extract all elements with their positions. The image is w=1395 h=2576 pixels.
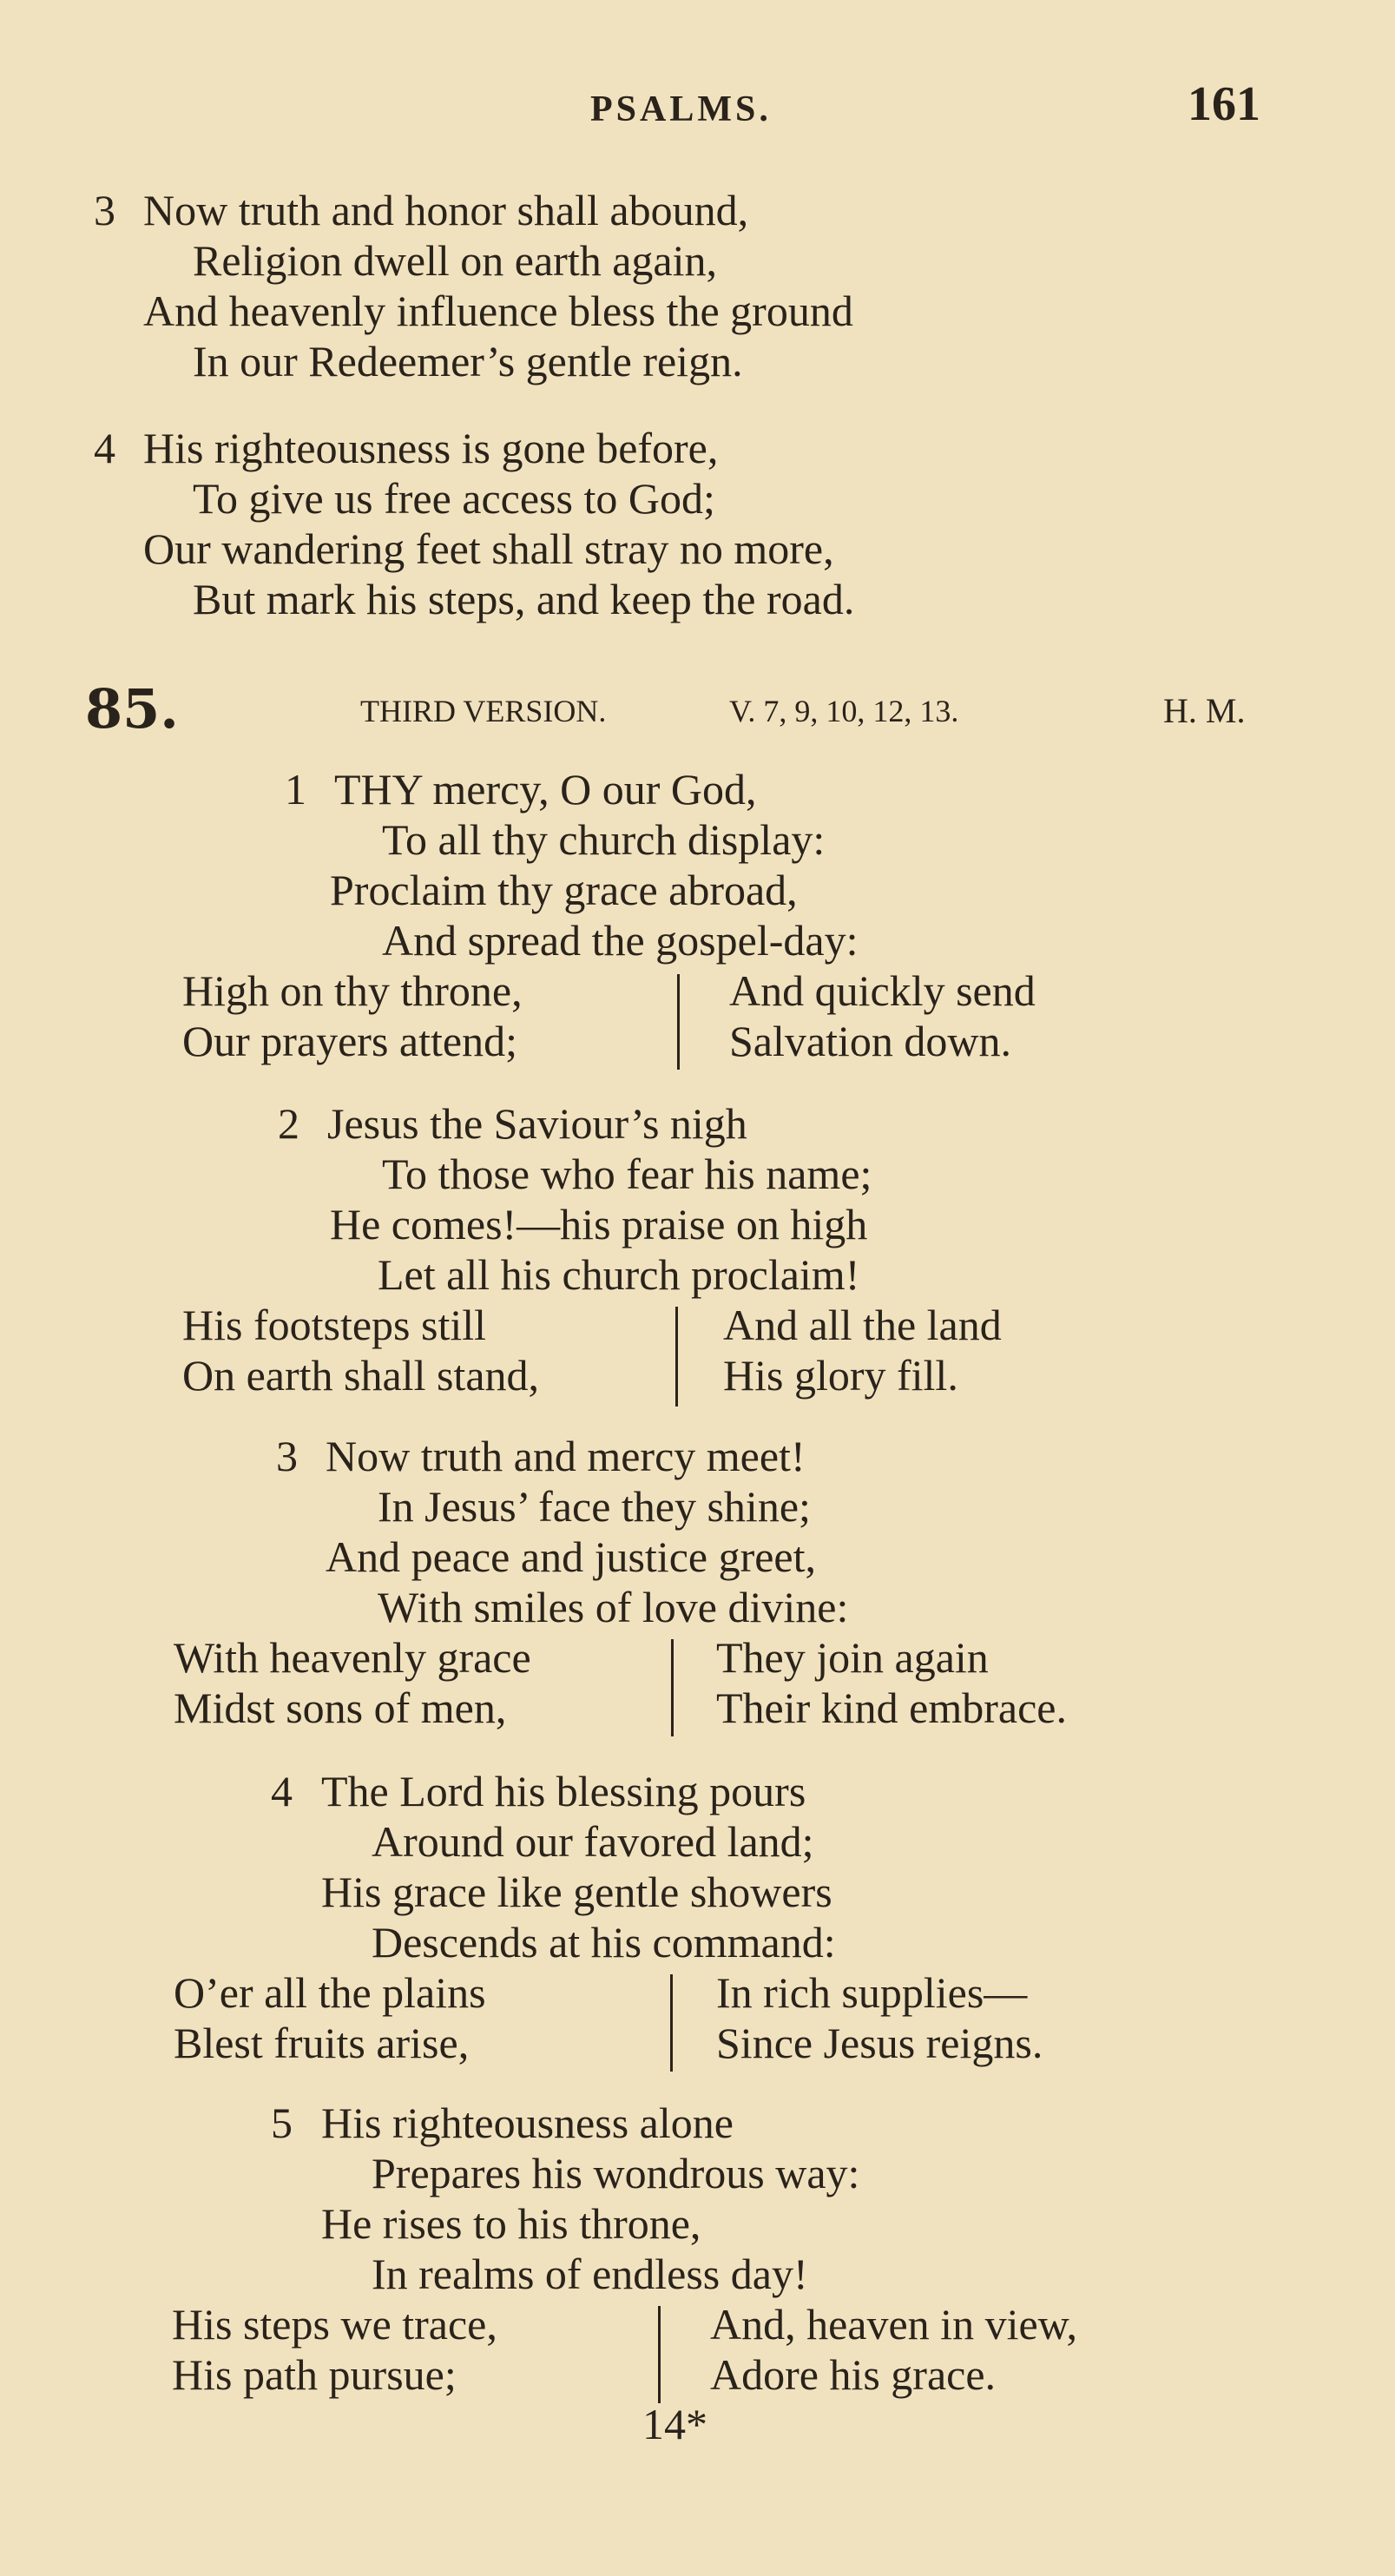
verse-line: Jesus the Saviour’s nigh: [327, 1099, 747, 1148]
chorus-left-line: Blest fruits arise,: [174, 2019, 470, 2067]
stanza-number: 5: [271, 2098, 293, 2147]
verse-line: Let all his church proclaim!: [378, 1250, 860, 1299]
stanza-number: 4: [271, 1767, 293, 1815]
chorus-left-line: Our prayers attend;: [182, 1017, 517, 1065]
stanza-number: 4: [94, 424, 115, 472]
verse-line: His grace like gentle showers: [321, 1868, 832, 1916]
verse-line: And heavenly influence bless the ground: [143, 287, 853, 335]
chorus-right-line: Since Jesus reigns.: [716, 2019, 1043, 2067]
column-divider: [658, 2306, 661, 2403]
verse-line: And peace and justice greet,: [326, 1532, 817, 1581]
psalm-number: 85.: [85, 677, 179, 741]
chorus-right-line: His glory fill.: [723, 1351, 958, 1400]
verse-line: Now truth and mercy meet!: [326, 1432, 806, 1480]
verse-line: Prepares his wondrous way:: [372, 2149, 860, 2197]
verse-line: Proclaim thy grace abroad,: [330, 866, 798, 914]
stanza-number: 3: [276, 1432, 298, 1480]
chorus-left-line: Midst sons of men,: [174, 1683, 507, 1732]
verse-line: But mark his steps, and keep the road.: [193, 575, 855, 623]
verse-line: His righteousness alone: [321, 2098, 734, 2147]
chorus-right-line: And all the land: [723, 1301, 1002, 1349]
verse-line: Religion dwell on earth again,: [193, 236, 718, 285]
verse-line: Our wandering feet shall stray no more,: [143, 524, 834, 573]
verse-line: To those who fear his name;: [382, 1150, 872, 1198]
verse-line: Descends at his command:: [372, 1918, 836, 1967]
chorus-right-line: Their kind embrace.: [716, 1683, 1067, 1732]
chorus-left-line: On earth shall stand,: [182, 1351, 540, 1400]
column-divider: [670, 1974, 673, 2072]
stanza-number: 2: [278, 1099, 299, 1148]
verse-line: He rises to his throne,: [321, 2199, 701, 2248]
chorus-right-line: They join again: [716, 1633, 989, 1682]
chorus-left-line: His path pursue;: [172, 2350, 457, 2399]
verse-line: To all thy church display:: [382, 815, 826, 864]
chorus-left-line: With heavenly grace: [174, 1633, 531, 1682]
verse-line: To give us free access to God;: [193, 474, 715, 523]
column-divider: [671, 1639, 674, 1736]
signature-mark: 14*: [642, 2400, 707, 2448]
verse-line: His righteousness is gone before,: [143, 424, 719, 472]
chorus-left-line: High on thy throne,: [182, 966, 523, 1015]
version-title: THIRD VERSION.: [360, 694, 607, 728]
column-divider: [675, 1307, 678, 1407]
stanza-number: 1: [285, 765, 306, 814]
chorus-right-line: Salvation down.: [729, 1017, 1011, 1065]
verse-line: THY mercy, O our God,: [334, 765, 757, 814]
chorus-right-line: And quickly send: [729, 966, 1036, 1015]
chorus-left-line: His steps we trace,: [172, 2300, 497, 2349]
chorus-left-line: O’er all the plains: [174, 1968, 486, 2017]
verse-line: Around our favored land;: [372, 1817, 814, 1866]
verse-line: The Lord his blessing pours: [321, 1767, 806, 1815]
stanza-number: 3: [94, 186, 115, 234]
verse-line: In our Redeemer’s gentle reign.: [193, 337, 743, 385]
verse-references: V. 7, 9, 10, 12, 13.: [729, 694, 959, 728]
chorus-right-line: And, heaven in view,: [710, 2300, 1078, 2349]
chorus-right-line: In rich supplies—: [716, 1968, 1028, 2017]
running-header: PSALMS.: [590, 89, 772, 129]
verse-line: With smiles of love divine:: [378, 1583, 849, 1631]
column-divider: [677, 974, 680, 1070]
chorus-right-line: Adore his grace.: [710, 2350, 997, 2399]
verse-line: Now truth and honor shall abound,: [143, 186, 749, 234]
page-number: 161: [1188, 77, 1260, 131]
verse-line: He comes!—his praise on high: [330, 1200, 868, 1248]
chorus-left-line: His footsteps still: [182, 1301, 487, 1349]
verse-line: In Jesus’ face they shine;: [378, 1482, 811, 1531]
verse-line: And spread the gospel-day:: [382, 916, 859, 965]
meter-label: H. M.: [1163, 691, 1246, 730]
verse-line: In realms of endless day!: [372, 2250, 808, 2298]
